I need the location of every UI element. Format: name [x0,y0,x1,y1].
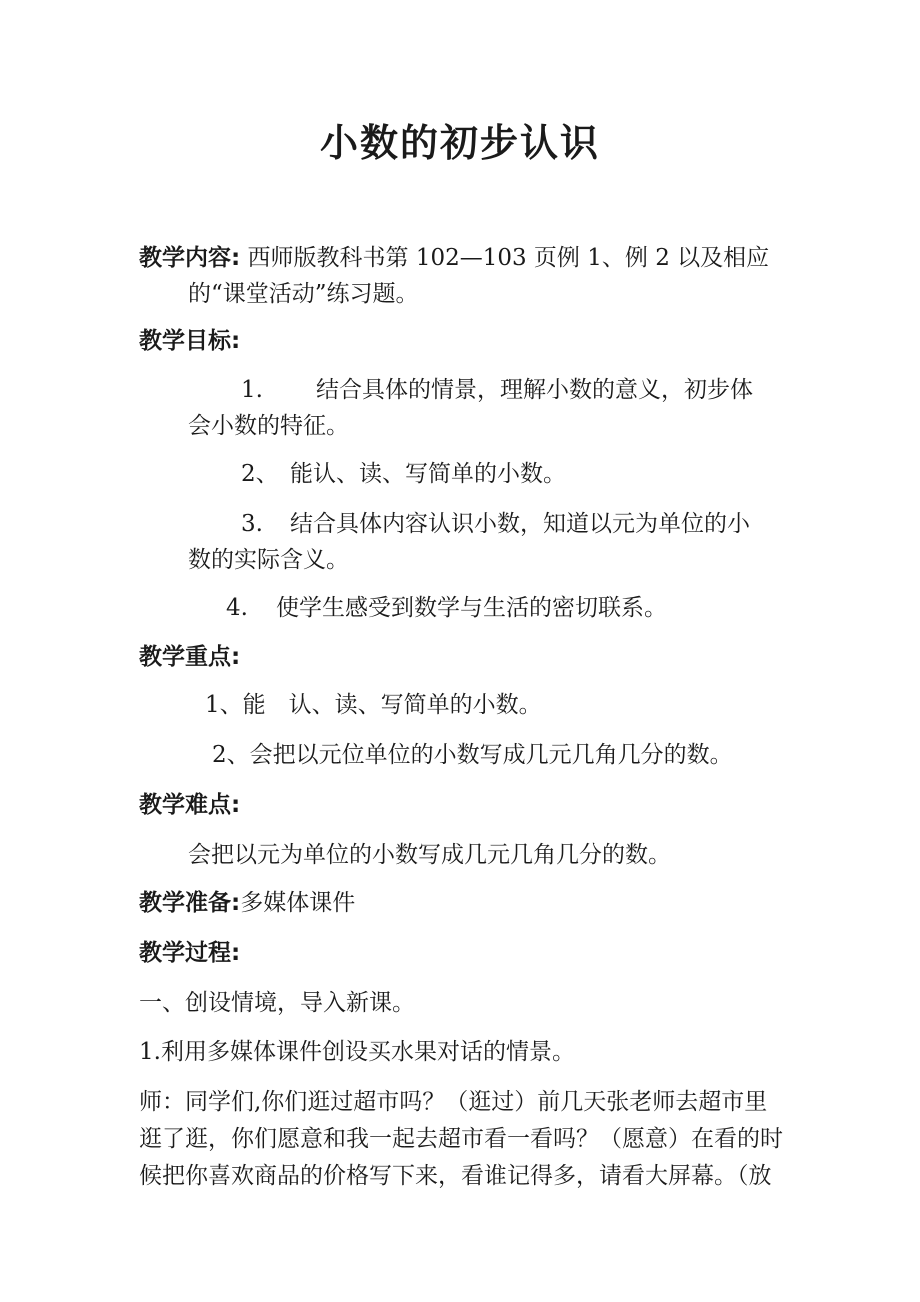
goal-3-num: 3. [241,511,263,537]
goal-3-text-cont: 数的实际含义。 [188,547,349,573]
key-point-2: 2、会把以元位单位的小数写成几元几角几分的数。 [212,742,733,768]
document-title: 小数的初步认识 [319,121,600,165]
dialogue-line-2: 逛了逛，你们愿意和我一起去超市看一看吗？（愿意）在看的时 [139,1126,783,1152]
key-points-label: 教学重点: [139,644,241,670]
goal-1-text-cont: 会小数的特征。 [188,413,349,439]
difficulties-text: 会把以元为单位的小数写成几元几角几分的数。 [188,842,671,868]
dialogue-line-1: 师：同学们,你们逛过超市吗？（逛过）前几天张老师去超市里 [139,1089,768,1115]
content-line-1 [139,243,769,273]
preparation-text: 多媒体课件 [240,890,356,916]
process-step-1: 1.利用多媒体课件创设买水果对话的情景。 [139,1039,575,1065]
process-section-1: 一、创设情境，导入新课。 [139,990,415,1016]
goal-2-text: 能认、读、写简单的小数。 [290,461,566,487]
key-point-1: 1、能 认、读、写简单的小数。 [205,692,542,718]
goal-2-num: 2、 [241,461,279,487]
difficulties-label: 教学难点: [139,792,241,818]
goal-3-text: 结合具体内容认识小数，知道以元为单位的小 [290,511,750,537]
preparation-label: 教学准备: [139,890,241,916]
process-label: 教学过程: [139,940,241,966]
content-line-2: 的“课堂活动”练习题。 [188,281,419,307]
goal-4-text: 使学生感受到数学与生活的密切联系。 [276,595,667,621]
goals-label: 教学目标: [139,328,241,354]
content-label: 教学内容: [139,245,241,271]
goal-4-num: 4. [226,595,248,621]
goal-1-text: 结合具体的情景，理解小数的意义，初步体 [316,377,753,403]
content-text: 西师版教科书第 102—103 页例 1、例 2 以及相应 [240,245,770,271]
goal-1-num: 1. [241,377,263,403]
preparation-line [139,888,355,918]
dialogue-line-3: 候把你喜欢商品的价格写下来，看谁记得多，请看大屏幕。（放 [139,1163,772,1189]
